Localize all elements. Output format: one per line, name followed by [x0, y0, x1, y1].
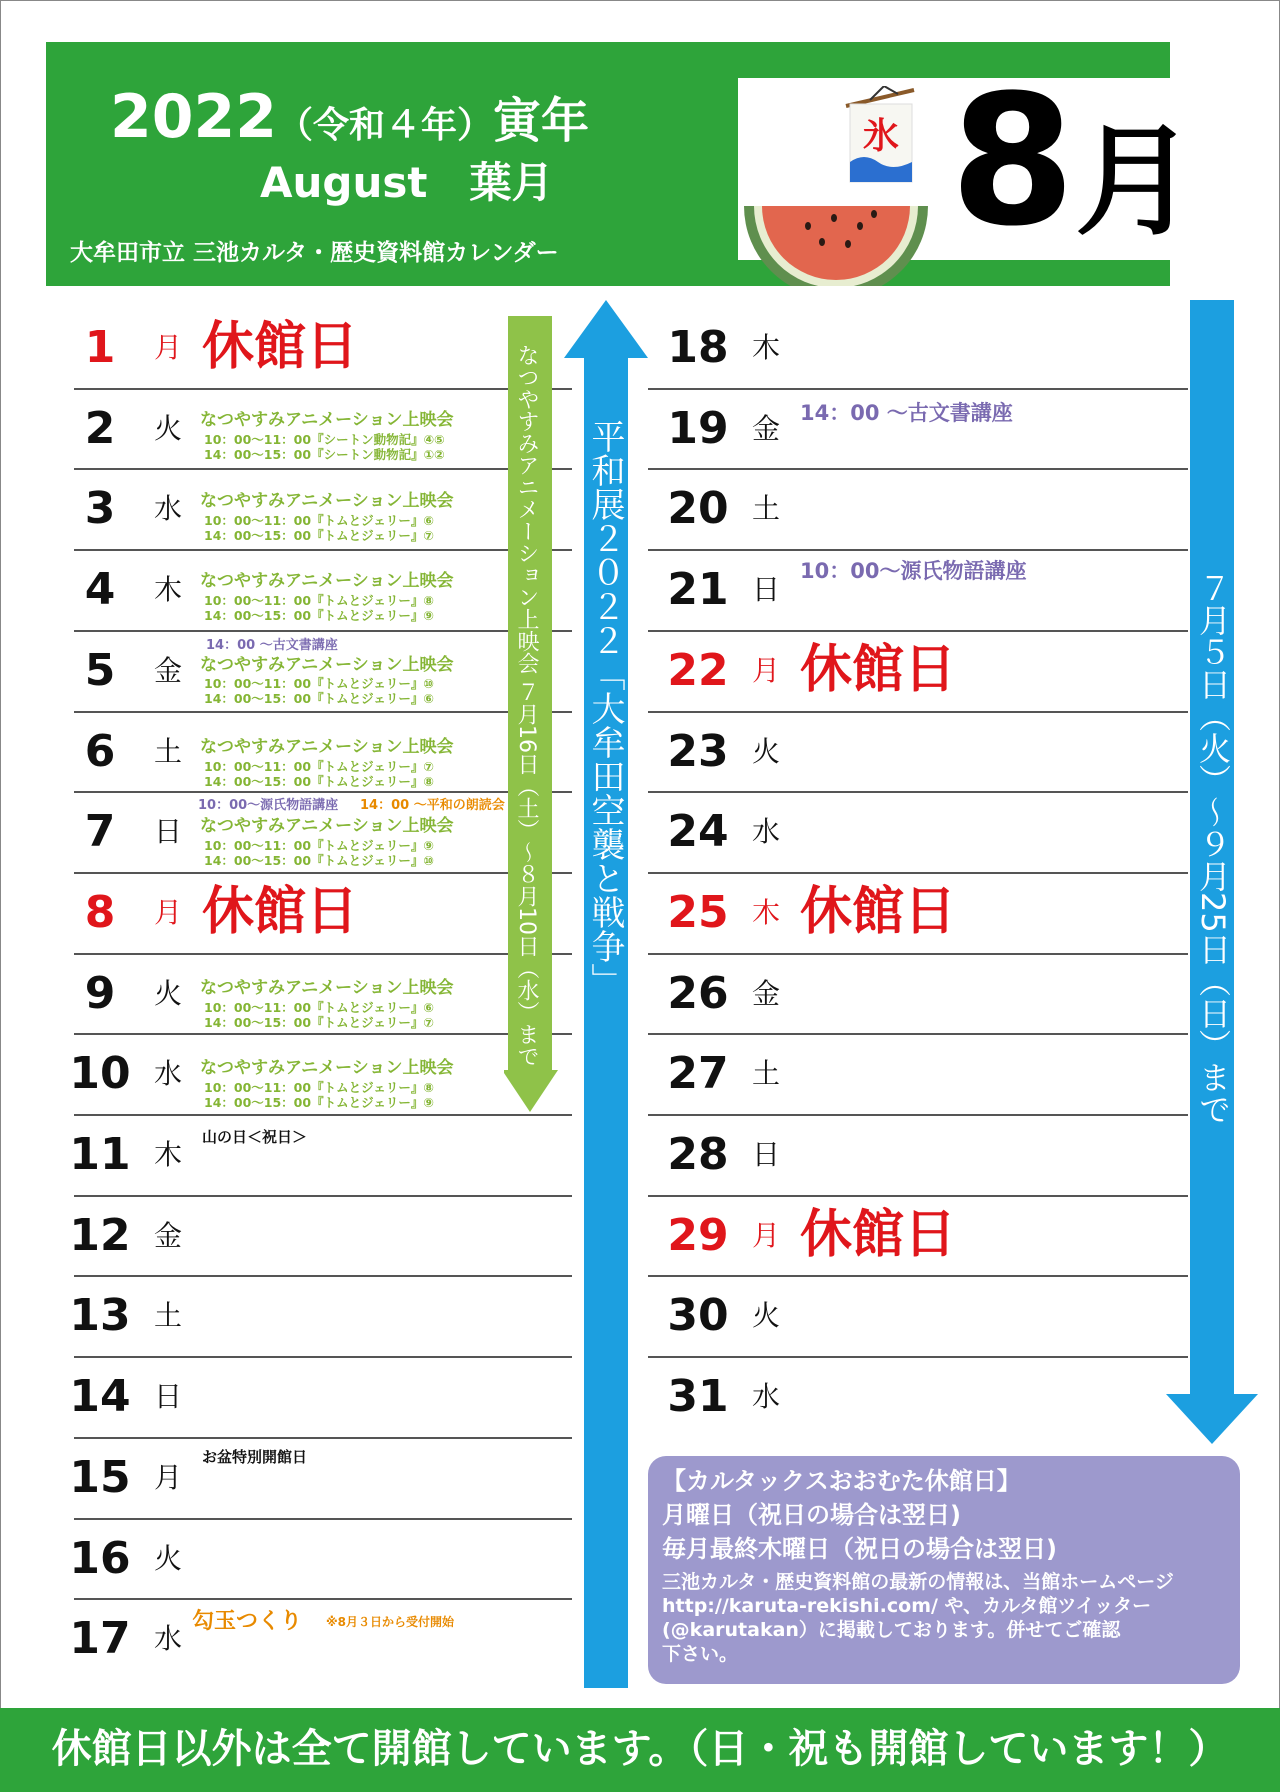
day-number: 31 — [667, 1371, 729, 1423]
note-info-twitter: (@karutakan）に掲載しております。併せてご確認 — [662, 1619, 1121, 1641]
weekday-label: 土 — [751, 492, 780, 526]
weekday-label: 水 — [751, 815, 780, 849]
day-number: 9 — [84, 967, 116, 1019]
day-number: 18 — [667, 322, 729, 373]
weekday-label: 火 — [153, 1541, 182, 1575]
anime-period-label: なつやすみアニメーション上映会 ７月16日（土）～８月10日（水）まで — [514, 343, 539, 1067]
event-anime-title: なつやすみアニメーション上映会 — [200, 571, 454, 591]
day-number: 12 — [69, 1209, 131, 1261]
weekday-label: 月 — [153, 331, 182, 364]
day-number: 6 — [84, 725, 116, 777]
weekday-label: 日 — [751, 1138, 780, 1171]
exhibit-period-label: ７月５日（火）～９月25日（日）まで — [1194, 571, 1232, 1125]
day-row — [660, 1196, 1160, 1276]
event-time: 14：00～15：00『トムとジェリー』⑩ — [204, 853, 434, 868]
weekday-label: 水 — [153, 492, 182, 526]
closed-day-label: 休館日 — [800, 639, 957, 700]
event-time: 10：00～11：00『トムとジェリー』⑧ — [204, 1080, 434, 1095]
day-row — [660, 1357, 1160, 1437]
day-number: 4 — [84, 564, 116, 616]
footer-text: 休館日以外は全て開館しています。（日・祝も開館しています！） — [51, 1726, 1229, 1772]
weekday-label: 月 — [153, 895, 182, 929]
closing-days-note — [648, 1456, 1240, 1684]
event-anime-title: なつやすみアニメーション上映会 — [200, 491, 454, 511]
day-row — [660, 631, 1160, 711]
weekday-label: 火 — [153, 411, 182, 445]
day-number: 19 — [667, 402, 729, 454]
event-komonjo: 14：00 ～古文書講座 — [800, 401, 1013, 425]
day-number: 25 — [667, 886, 729, 938]
day-row — [660, 792, 1160, 872]
event-time: 14：00～15：00『トムとジェリー』⑧ — [204, 774, 434, 789]
event-anime-title: なつやすみアニメーション上映会 — [200, 410, 454, 430]
day-row — [62, 873, 562, 953]
day-row — [62, 1276, 562, 1356]
event-time: 14：00～15：00『トムとジェリー』⑨ — [204, 1095, 434, 1110]
day-row — [62, 1196, 562, 1276]
day-row — [660, 712, 1160, 792]
note-info: 三池カルタ・歴史資料館の最新の情報は、当館ホームページ — [662, 1571, 1174, 1593]
weekday-label: 金 — [751, 976, 780, 1010]
day-row — [62, 1115, 562, 1195]
closed-day-label: 休館日 — [800, 881, 957, 942]
event-genji: 10：00～源氏物語講座 — [198, 798, 339, 813]
event-time: 10：00～11：00『トムとジェリー』⑥ — [204, 513, 434, 528]
event-time: 14：00～15：00『トムとジェリー』⑦ — [204, 528, 434, 543]
event-time: 14：00～15：00『トムとジェリー』⑨ — [204, 608, 434, 623]
event-anime-title: なつやすみアニメーション上映会 — [200, 816, 454, 836]
note-rule-thursday: 毎月最終木曜日（祝日の場合は翌日) — [662, 1535, 1057, 1563]
weekday-label: 金 — [751, 411, 780, 445]
weekday-label: 木 — [751, 895, 780, 929]
event-time: 10：00～11：00『シートン動物記』④⑤ — [204, 432, 445, 447]
event-time: 14：00～15：00『シートン動物記』①② — [204, 447, 445, 462]
day-number: 13 — [69, 1290, 131, 1342]
day-number: 17 — [69, 1613, 131, 1665]
event-obon-open: お盆特別開館日 — [202, 1448, 308, 1466]
day-row — [660, 308, 1160, 388]
weekday-label: 月 — [751, 653, 780, 687]
weekday-label: 金 — [153, 1218, 182, 1252]
weekday-label: 火 — [751, 734, 780, 768]
event-time: 14：00～15：00『トムとジェリー』⑦ — [204, 1015, 434, 1030]
day-row — [62, 308, 562, 388]
day-number: 26 — [667, 967, 729, 1019]
day-number: 21 — [667, 564, 729, 616]
weekday-label: 土 — [153, 734, 182, 768]
weekday-label: 水 — [153, 1057, 182, 1091]
watermelon-shaved-ice-icon — [738, 86, 938, 286]
note-heading: 【カルタックスおおむた休館日】 — [662, 1467, 1021, 1495]
event-genji: 10：00～源氏物語講座 — [800, 559, 1027, 583]
weekday-label: 木 — [751, 331, 780, 364]
note-info-end: 下さい。 — [662, 1643, 739, 1665]
day-row — [660, 1034, 1160, 1114]
weekday-label: 水 — [751, 1380, 780, 1414]
event-peace-reading: 14：00 ～平和の朗読会 — [360, 798, 505, 813]
weekday-label: 土 — [153, 1299, 182, 1333]
event-anime-title: なつやすみアニメーション上映会 — [200, 1058, 454, 1078]
header-banner — [46, 42, 1196, 286]
weekday-label: 日 — [751, 573, 780, 607]
month-english: August 葉月 — [260, 158, 554, 207]
day-number: 10 — [69, 1048, 131, 1100]
event-magatama-note: ※8月３日から受付開始 — [326, 1615, 455, 1629]
peace-exhibit-label: 平和展２０２２「大牟田空襲と戦争」 — [585, 419, 625, 997]
event-mountain-day: 山の日＜祝日＞ — [202, 1128, 308, 1146]
day-number: 1 — [84, 322, 116, 373]
day-row — [62, 1438, 562, 1518]
day-number: 8 — [84, 886, 116, 938]
weekday-label: 金 — [153, 653, 182, 687]
footer-banner — [0, 1708, 1280, 1792]
day-row — [62, 1599, 562, 1679]
event-time: 10：00～11：00『トムとジェリー』⑥ — [204, 1000, 434, 1015]
day-row — [62, 1519, 562, 1599]
weekday-label: 火 — [751, 1299, 780, 1333]
event-anime-title: なつやすみアニメーション上映会 — [200, 655, 454, 675]
day-row — [660, 873, 1160, 953]
note-info-url: http://karuta-rekishi.com/ や、カルタ館ツイッター — [662, 1595, 1152, 1617]
weekday-label: 月 — [751, 1218, 780, 1252]
day-number: 14 — [69, 1371, 131, 1423]
day-row — [62, 1357, 562, 1437]
note-rule-monday: 月曜日（祝日の場合は翌日) — [662, 1501, 961, 1529]
day-number: 16 — [69, 1532, 131, 1584]
month-number: 8月 — [950, 57, 1196, 266]
weekday-label: 日 — [153, 815, 182, 849]
day-row — [660, 1115, 1160, 1195]
closed-day-label: 休館日 — [202, 881, 359, 942]
closed-day-label: 休館日 — [800, 1204, 957, 1265]
day-number: 30 — [667, 1290, 729, 1342]
day-number: 15 — [69, 1451, 131, 1503]
event-magatama: 勾玉つくり — [192, 1609, 303, 1634]
day-number: 20 — [667, 483, 729, 535]
svg-text:氷: 氷 — [862, 116, 900, 157]
day-row — [660, 1276, 1160, 1356]
event-anime-title: なつやすみアニメーション上映会 — [200, 737, 454, 757]
event-time: 14：00～15：00『トムとジェリー』⑥ — [204, 691, 434, 706]
weekday-label: 火 — [153, 976, 182, 1010]
day-number: 24 — [667, 806, 729, 858]
day-number: 23 — [667, 725, 729, 777]
event-time: 10：00～11：00『トムとジェリー』⑧ — [204, 593, 434, 608]
day-number: 7 — [84, 806, 116, 858]
day-number: 29 — [667, 1209, 729, 1261]
day-row — [660, 954, 1160, 1034]
weekday-label: 木 — [153, 1138, 182, 1171]
weekday-label: 月 — [153, 1460, 182, 1494]
event-anime-title: なつやすみアニメーション上映会 — [200, 978, 454, 998]
calendar-subtitle: 大牟田市立 三池カルタ・歴史資料館カレンダー — [70, 240, 559, 266]
weekday-label: 日 — [153, 1380, 182, 1414]
day-number: 11 — [69, 1129, 131, 1180]
day-number: 28 — [667, 1129, 729, 1180]
weekday-label: 土 — [751, 1057, 780, 1091]
event-time: 10：00～11：00『トムとジェリー』⑨ — [204, 838, 434, 853]
weekday-label: 水 — [153, 1622, 182, 1656]
day-number: 27 — [667, 1048, 729, 1100]
day-number: 3 — [84, 483, 116, 535]
day-number: 22 — [667, 644, 729, 696]
year-title: 2022（令和４年）寅年 — [110, 82, 590, 152]
day-row — [660, 469, 1160, 549]
weekday-label: 木 — [153, 573, 182, 607]
event-time: 10：00～11：00『トムとジェリー』⑩ — [204, 676, 434, 691]
event-komonjo: 14：00 ～古文書講座 — [206, 638, 338, 653]
day-number: 5 — [84, 644, 116, 696]
closed-day-label: 休館日 — [202, 317, 359, 377]
day-number: 2 — [84, 402, 116, 454]
event-time: 10：00～11：00『トムとジェリー』⑦ — [204, 759, 434, 774]
